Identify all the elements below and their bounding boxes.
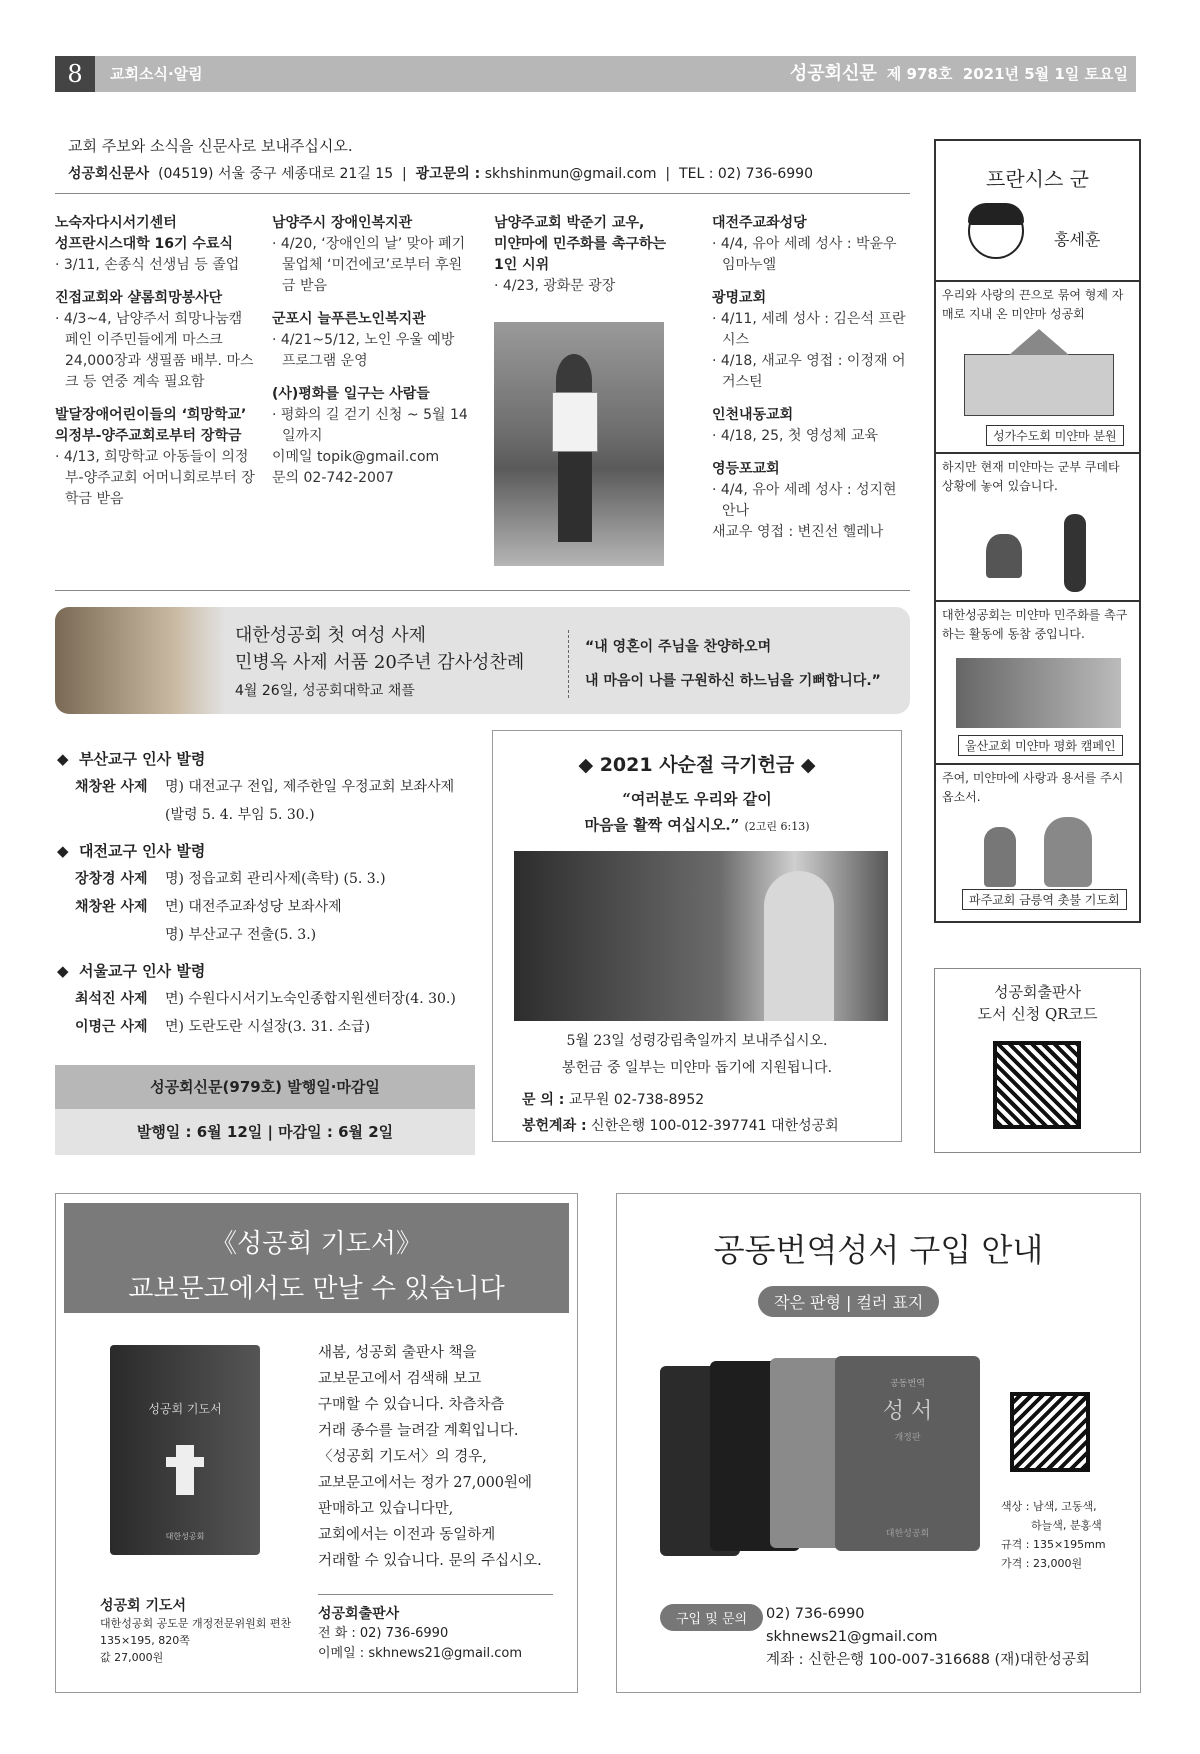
priest-name: 최석진 사제 (75, 991, 148, 1007)
body-line: 교회에서는 이전과 동일하게 (318, 1527, 496, 1543)
news-detail: · 4/18, 25, 첫 영성체 교육 (712, 428, 878, 444)
contact-email[interactable]: skhnews21@gmail.com (766, 1629, 938, 1645)
news-detail: · 4/23, 광화문 광장 (494, 278, 616, 294)
prayerbook-ad-header (64, 1203, 569, 1313)
open-door (764, 871, 834, 1021)
publisher-contact (318, 1604, 522, 1664)
body-line: 교보문고에서 검색해 보고 (318, 1371, 482, 1387)
qr-code-icon[interactable] (993, 1041, 1081, 1129)
news-title: 대전주교좌성당 (712, 215, 807, 231)
account: 신한은행 100-012-397741 대한성공회 (591, 1118, 839, 1134)
label: 문 의 : (522, 1092, 565, 1108)
qr-line: 성공회출판사 (994, 983, 1081, 1001)
bible-books-image (660, 1356, 980, 1556)
personnel-heading: ◆ 서울교구 인사 발령 (57, 962, 206, 980)
news-detail: · 4/20, ‘장애인의 날’ 맞아 폐기물업체 ‘미건에코’로부터 후원금 받음 (272, 236, 466, 294)
figure-icon (1044, 817, 1092, 887)
divider (318, 1594, 553, 1595)
cross-icon (176, 1445, 194, 1495)
personnel-row (57, 1013, 477, 1041)
news-detail: · 4/11, 세례 성사 : 김은석 프란시스 (712, 311, 906, 348)
publisher-tel: 전 화 : 02) 736-6990 (318, 1626, 449, 1641)
personnel-heading: ◆ 대전교구 인사 발령 (57, 842, 206, 860)
prayerbook-body (318, 1340, 542, 1574)
personnel-row (57, 865, 477, 893)
spec-line: 색상 : 남색, 고동색, (1001, 1500, 1097, 1513)
qr-label (935, 981, 1140, 1025)
offering-title: ◆ 2021 사순절 극기헌금 ◆ (578, 754, 816, 776)
comic-title: 프란시스 군 (986, 167, 1089, 191)
prayerbook-info (100, 1598, 291, 1666)
panel-tag: 파주교회 금릉역 촛불 기도회 (962, 889, 1127, 910)
news-title: 노숙자다시서기센터 성프란시스대학 16기 수료식 (55, 215, 233, 252)
intro-contact: 성공회신문사 (04519) 서울 중구 세종대로 21길 15 | 광고문의 : skhshinmun@gmail.com | TEL : 02) 736-6990 (68, 166, 813, 182)
publication-name: 성공회신문 (789, 63, 877, 84)
news-title: (사)평화를 일구는 사람들 (272, 386, 430, 402)
cover-publisher: 대한성공회 (885, 1529, 930, 1539)
cross-icon (166, 1457, 204, 1467)
assignment: 명) 부산교구 전출(5. 3.) (165, 927, 317, 943)
contact-account: 계좌 : 신한은행 100-007-316688 (재)대한성공회 (766, 1652, 1090, 1668)
protest-sign (552, 392, 598, 452)
priest-name: 이명근 사제 (75, 1019, 148, 1035)
panel-caption: 주여, 미얀마에 사랑과 용서를 주시옵소서. (942, 771, 1124, 804)
priest-name: 채창완 사제 (75, 779, 148, 795)
bible-specs (1001, 1497, 1106, 1573)
ad-title: 《성공회 기도서》 (211, 1229, 422, 1259)
news-detail: · 3/11, 손종식 선생님 등 졸업 (55, 257, 240, 273)
bible-ad-pill: 작은 판형 | 컬러 표지 (758, 1286, 939, 1317)
label: 봉헌계좌 : (522, 1118, 587, 1134)
banner-line: 민병옥 사제 서품 20주년 감사성찬례 (235, 652, 525, 673)
news-item (494, 213, 684, 297)
news-item (272, 213, 472, 297)
offering-contact (522, 1087, 839, 1139)
spec-line: 가격 : 23,000원 (1001, 1557, 1083, 1570)
masthead (790, 56, 1128, 92)
comic-title-panel (936, 141, 1139, 282)
news-title: 남양주교회 박준기 교우, 미얀마에 민주화를 촉구하는 1인 시위 (494, 215, 667, 273)
book-cover-publisher: 대한성공회 (165, 1532, 205, 1541)
personnel-row (57, 893, 477, 921)
news-item (55, 288, 255, 393)
bible-ad-title: 공동번역성서 구입 안내 (713, 1231, 1044, 1269)
comic-panel-4 (936, 765, 1139, 921)
news-column-1 (55, 213, 255, 522)
news-column-2 (272, 213, 472, 501)
heading-text: 대전교구 인사 발령 (78, 842, 206, 860)
offering-note (492, 1028, 902, 1082)
news-item (55, 213, 255, 276)
ad-title: 교보문고에서도 만날 수 있습니다 (128, 1274, 505, 1304)
news-detail: 문의 02-742-2007 (272, 470, 394, 486)
body-line: 교보문고에서는 정가 27,000원에 (318, 1475, 533, 1491)
assignment: 면) 수원다시서기노숙인종합지원센터장(4. 30.) (165, 991, 456, 1007)
prayerbook-image (110, 1345, 260, 1555)
inquiry: 교무원 02-738-8952 (568, 1092, 705, 1108)
news-detail: · 4/13, 희망학교 아동들이 의정부-양주교회 어머니회로부터 장학금 받음 (55, 449, 255, 507)
divider (55, 590, 910, 591)
panel-tag: 울산교회 미얀마 평화 캠페인 (958, 735, 1123, 756)
book-meta: 대한성공회 공도문 개정전문위원회 편찬 (100, 1617, 292, 1630)
publisher-name: 성공회출판사 (318, 1606, 400, 1622)
news-column-3 (494, 213, 684, 309)
person-figure (558, 452, 592, 542)
note-line: 5월 23일 성령강림축일까지 보내주십시오. (566, 1033, 828, 1049)
publisher-email[interactable]: 이메일 : skhnews21@gmail.com (318, 1646, 523, 1661)
book-meta: 값 27,000원 (100, 1651, 164, 1664)
church-building-icon (964, 354, 1114, 416)
figure-icon (986, 534, 1022, 578)
character-face-icon (968, 203, 1024, 259)
body-line: 거래 종수를 늘려갈 계획입니다. (318, 1423, 519, 1439)
address: (04519) 서울 중구 세종대로 21길 15 (158, 166, 394, 182)
news-item (272, 309, 472, 372)
contact-label: 광고문의 : (415, 166, 481, 182)
news-detail: · 4/4, 유아 세례 성사 : 박윤우 임마누엘 (712, 236, 897, 273)
contact-tel: 02) 736-6990 (766, 1606, 865, 1622)
note-line: 봉헌금 중 일부는 미얀마 돕기에 지원됩니다. (561, 1060, 833, 1076)
news-title: 영등포교회 (712, 461, 780, 477)
book-meta: 135×195, 820쪽 (100, 1634, 190, 1647)
panel-tag: 성가수도회 미얀마 분원 (986, 425, 1124, 446)
publisher-name: 성공회신문사 (68, 166, 150, 182)
page-number: 8 (55, 56, 95, 92)
priest-name: 채창완 사제 (75, 899, 148, 915)
personnel-heading: ◆ 부산교구 인사 발령 (57, 750, 206, 768)
quote-line: 내 마음이 나를 구원하신 하느님을 기뻐합니다.” (585, 673, 881, 689)
book-cover-title: 성공회 기도서 (148, 1402, 222, 1416)
news-detail: 새교우 영접 : 변진선 헬레나 (712, 524, 884, 540)
news-detail: 이메일 topik@gmail.com (272, 449, 440, 465)
body-line: 〈성공회 기도서〉의 경우, (318, 1449, 487, 1465)
comic-panel-2 (936, 454, 1139, 602)
qr-line: 도서 신청 QR코드 (977, 1005, 1098, 1023)
campaign-scene (956, 658, 1121, 728)
verse-ref: (2고린 6:13) (744, 820, 810, 833)
cover-title: 성 서 (882, 1399, 933, 1424)
news-detail: · 평화의 길 걷기 신청 ~ 5월 14일까지 (272, 407, 468, 444)
news-item (272, 384, 472, 489)
news-title: 남양주시 장애인복지관 (272, 215, 413, 231)
news-item (712, 288, 912, 393)
figure-icon (984, 827, 1016, 887)
body-line: 새봄, 성공회 출판사 책을 (318, 1345, 477, 1361)
divider (55, 193, 910, 194)
assignment: 면) 도란도란 시설장(3. 31. 소급) (165, 1019, 371, 1035)
news-column-4 (712, 213, 912, 555)
assignment: (발령 5. 4. 부임 5. 30.) (165, 807, 315, 823)
verse-line: 마음을 활짝 여십시오.” (584, 816, 740, 834)
contact-pill: 구입 및 문의 (660, 1604, 763, 1631)
deadline-dates: 발행일 : 6월 12일 | 마감일 : 6월 2일 (55, 1109, 475, 1155)
spec-line: 규격 : 135×195mm (1001, 1538, 1106, 1551)
banner-title (235, 622, 524, 676)
personnel-section (57, 737, 477, 1041)
news-title: 인천내동교회 (712, 407, 794, 423)
personnel-row (57, 773, 477, 801)
comic-author: 홍세훈 (1054, 230, 1101, 249)
news-title: 군포시 늘푸른노인복지관 (272, 311, 426, 327)
book-name: 성공회 기도서 (100, 1598, 187, 1614)
panel-caption: 하지만 현재 미얀마는 군부 쿠데타 상황에 놓여 있습니다. (942, 460, 1120, 493)
priest-name: 장창경 사제 (75, 871, 148, 887)
issue-number: 제 978호 (886, 65, 953, 83)
qr-code-icon[interactable] (1010, 1392, 1090, 1472)
priest-photo (55, 607, 225, 714)
assignment: 명) 대전교구 전입, 제주한일 우정교회 보좌사제 (165, 779, 455, 795)
heading-text: 부산교구 인사 발령 (78, 750, 206, 768)
news-detail: · 4/3~4, 남양주서 희망나눔캠페인 이주민들에게 마스크 24,000장과 생필품 배부. 마스크 등 연중 계속 필요함 (55, 311, 254, 390)
section-title: 교회소식·알림 (110, 65, 203, 83)
banner-line: 대한성공회 첫 여성 사제 (235, 625, 427, 646)
news-title: 광명교회 (712, 290, 767, 306)
comic-strip (934, 139, 1141, 923)
spec-line: 하늘색, 분홍색 (1031, 1519, 1102, 1532)
panel-caption: 우리와 사랑의 끈으로 묶여 형제 자매로 지내 온 미얀마 성공회 (942, 288, 1124, 321)
quote-line: “내 영혼이 주님을 찬양하오며 (585, 639, 772, 655)
banner-date: 4월 26일, 성공회대학교 채플 (235, 683, 415, 699)
bible-book (835, 1356, 980, 1551)
news-detail: · 4/21~5/12, 노인 우울 예방 프로그램 운영 (272, 332, 455, 369)
cover-small-text: 공동번역 (890, 1379, 925, 1389)
verse-line: “여러분도 우리와 같이 (622, 790, 772, 808)
personnel-row (57, 985, 477, 1013)
soldier-icon (1064, 514, 1086, 592)
offering-verse (492, 786, 902, 840)
assignment: 명) 정읍교회 관리사제(촉탁) (5. 3.) (165, 871, 386, 887)
qr-box (934, 968, 1141, 1153)
tel: TEL : 02) 736-6990 (679, 166, 813, 182)
news-detail: · 4/4, 유아 세례 성사 : 성지현 안나 (712, 482, 897, 519)
protest-photo (494, 322, 664, 566)
news-title: 진접교회와 샬롬희망봉사단 (55, 290, 223, 306)
news-item (55, 405, 255, 510)
chapel-photo (514, 851, 888, 1021)
bible-contact (766, 1603, 1090, 1672)
comic-panel-1 (936, 282, 1139, 454)
news-title: 발달장애어린이들의 ‘희망학교’ 의정부-양주교회로부터 장학금 (55, 407, 247, 444)
deadline-title: 성공회신문(979호) 발행일·마감일 (55, 1065, 475, 1109)
news-item (712, 213, 912, 276)
heading-text: 서울교구 인사 발령 (78, 962, 206, 980)
cover-subtitle: 개정판 (894, 1433, 921, 1443)
panel-caption: 대한성공회는 미얀마 민주화를 촉구하는 활동에 동참 중입니다. (942, 608, 1128, 641)
body-line: 구매할 수 있습니다. 차츰차츰 (318, 1397, 505, 1413)
intro-line: 교회 주보와 소식을 신문사로 보내주십시오. (68, 137, 353, 155)
issue-date: 2021년 5월 1일 토요일 (962, 65, 1128, 83)
news-detail: · 4/18, 새교우 영접 : 이정재 어거스틴 (712, 353, 906, 390)
email-link[interactable]: skhshinmun@gmail.com (484, 166, 657, 182)
body-line: 판매하고 있습니다만, (318, 1501, 454, 1517)
body-line: 거래할 수 있습니다. 문의 주십시오. (318, 1553, 542, 1569)
banner-quote (568, 630, 881, 698)
comic-panel-3 (936, 602, 1139, 765)
news-item (712, 459, 912, 543)
assignment: 면) 대전주교좌성당 보좌사제 (165, 899, 342, 915)
news-item (712, 405, 912, 447)
